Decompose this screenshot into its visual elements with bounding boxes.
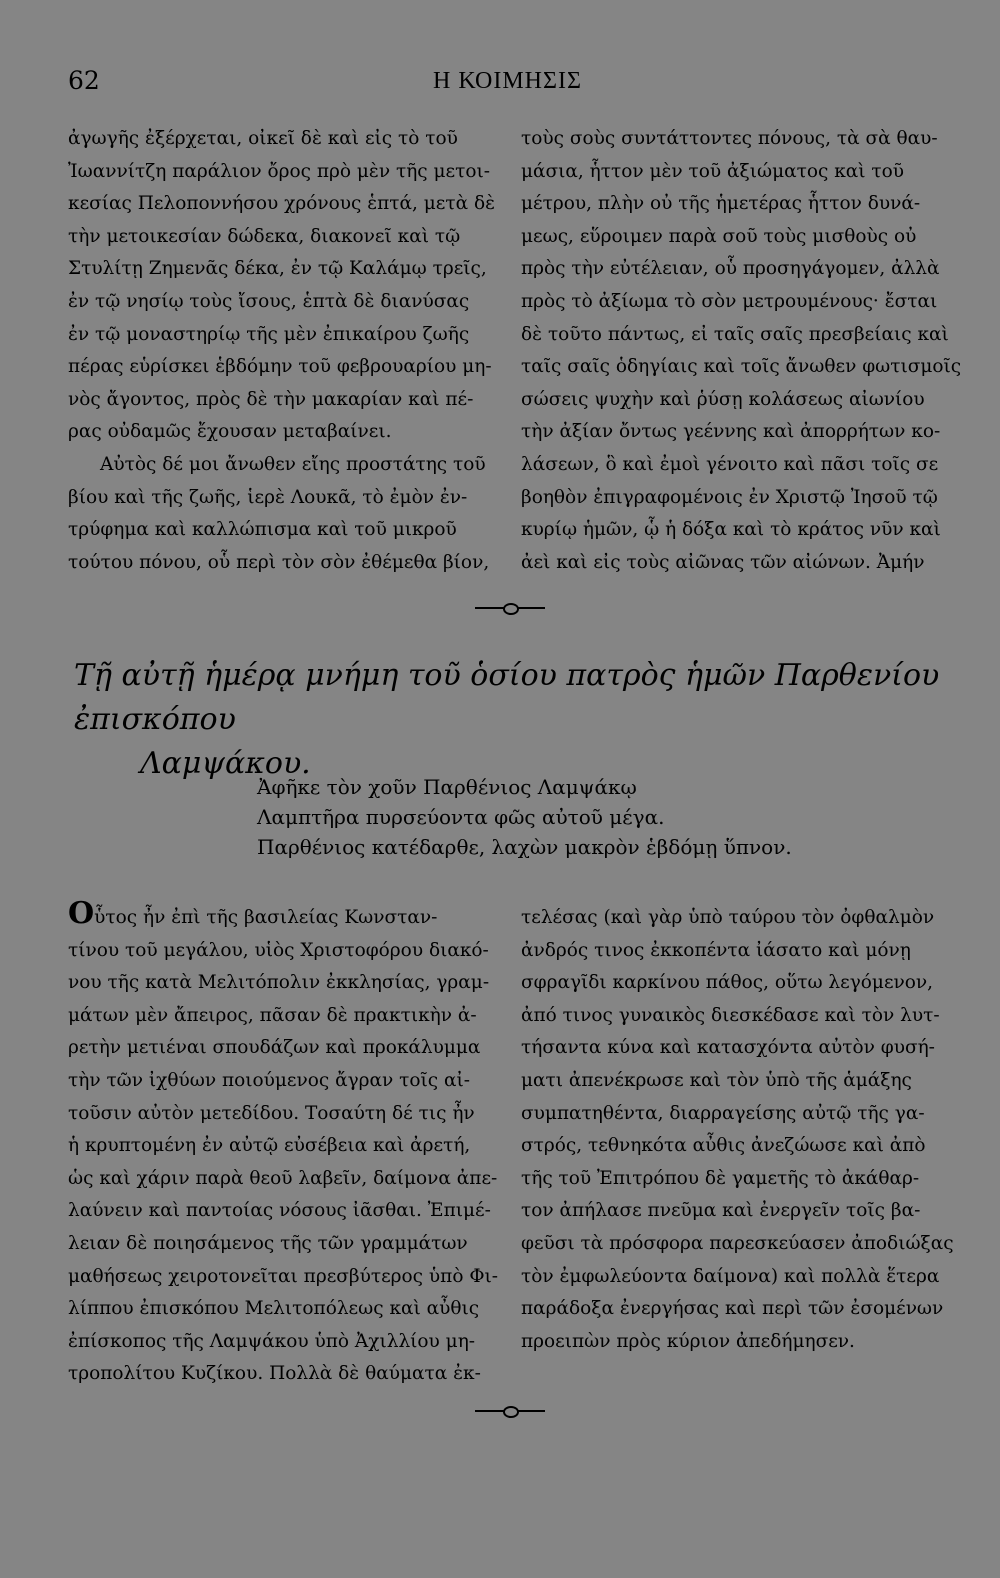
text-line: στρός, τεθνηκότα αὖθις ἀνεζώωσε καὶ ἀπὸ	[521, 1135, 926, 1157]
verse-line: Ἀφῆκε τὸν χοῦν Παρθένιος Λαμψάκῳ	[257, 775, 637, 799]
page-number: 62	[68, 66, 100, 95]
text-line: φεῦσι τὰ πρόσφορα παρεσκεύασεν ἀποδιώξας	[521, 1232, 954, 1254]
text-line: λαύνειν καὶ παντοίας νόσους ἰᾶσθαι. Ἐπιμέ-	[68, 1200, 491, 1222]
text-line: τὴν τῶν ἰχθύων ποιούμενος ἄγραν τοῖς αἰ-	[68, 1069, 471, 1091]
text-line: ἐν τῷ μοναστηρίῳ τῆς μὲν ἐπικαίρου ζωῆς	[68, 323, 470, 345]
text-line: τὴν ἀξίαν ὄντως γεέννης καὶ ἀπορρήτων κο-	[521, 421, 941, 443]
text-line: τοῦσιν αὐτὸν μετεδίδου. Τοσαύτη δέ τις ἦν	[68, 1102, 475, 1124]
text-line: τροπολίτου Κυζίκου. Πολλὰ δὲ θαύματα ἐκ-	[68, 1363, 481, 1385]
text-line: ἀπό τινος γυναικὸς διεσκέδασε καὶ τὸν λυτ-	[521, 1004, 940, 1026]
text-line: ἡ κρυπτομένη ἐν αὐτῷ εὐσέβεια καὶ ἀρετή,	[68, 1135, 471, 1157]
text-line: πρὸς τὴν εὐτέλειαν, οὗ προσηγάγομεν, ἀλλὰ	[521, 258, 940, 280]
text-line-first	[68, 896, 508, 935]
text-line: δὲ τοῦτο πάντως, εἰ ταῖς σαῖς πρεσβείαις καὶ	[521, 323, 949, 345]
verse-line: Παρθένιος κατέδαρθε, λαχὼν μακρὸν ἑβδόμῃ ὕπνον.	[257, 835, 792, 859]
text-line: ἀεὶ καὶ εἰς τοὺς αἰῶνας τῶν αἰώνων. Ἀμήν	[521, 551, 925, 573]
first-line-text: ὗτος ἦν ἐπὶ τῆς βασιλείας Κωνσταν-	[94, 907, 438, 928]
text-line: τρύφημα καὶ καλλώπισμα καὶ τοῦ μικροῦ	[68, 519, 457, 541]
verse-line: Λαμπτῆρα πυρσεύοντα φῶς αὐτοῦ μέγα.	[257, 805, 665, 829]
text-line: τίνου τοῦ μεγάλου, υἱὸς Χριστοφόρου διακό-	[68, 939, 489, 961]
verse-block	[257, 772, 792, 862]
text-line: λάσεων, ὃ καὶ ἐμοὶ γένοιτο καὶ πᾶσι τοῖς σε	[521, 453, 939, 475]
text-line: βίου καὶ τῆς ζωῆς, ἱερὲ Λουκᾶ, τὸ ἐμὸν ἐν-	[68, 486, 468, 508]
text-line: τὸν ἐμφωλεύοντα δαίμονα) καὶ πολλὰ ἕτερα	[521, 1265, 940, 1287]
text-line: ἐν τῷ νησίῳ τοὺς ἴσους, ἑπτὰ δὲ διανύσας	[68, 290, 470, 312]
section-divider-ornament	[475, 1410, 545, 1412]
text-line: μάσια, ἧττον μὲν τοῦ ἀξιώματος καὶ τοῦ	[521, 160, 905, 182]
text-line: λειαν δὲ ποιησάμενος τῆς τῶν γραμμάτων	[68, 1232, 468, 1254]
text-line: ἀνδρός τινος ἐκκοπέντα ἰάσατο καὶ μόνῃ	[521, 939, 911, 961]
column-right-upper	[521, 123, 962, 579]
drop-cap: Ο	[68, 896, 95, 931]
text-line: μάτων μὲν ἄπειρος, πᾶσαν δὲ πρακτικὴν ἀ-	[68, 1004, 477, 1026]
text-line: προειπὼν πρὸς κύριον ἀπεδήμησεν.	[521, 1330, 855, 1352]
text-line: Αὐτὸς δέ μοι ἄνωθεν εἴης προστάτης τοῦ	[100, 453, 486, 475]
column-left-upper	[68, 123, 508, 579]
text-line: τούτου πόνου, οὗ περὶ τὸν σὸν ἐθέμεθα βίον,	[68, 551, 490, 573]
text-line: Ἰωαννίτζη παράλιον ὄρος πρὸ μὲν τῆς μετοι-	[68, 160, 491, 182]
text-line: τον ἀπήλασε πνεῦμα καὶ ἐνεργεῖν τοῖς βα-	[521, 1200, 921, 1222]
commemoration-heading	[74, 654, 974, 786]
text-line: παράδοξα ἐνεργήσας καὶ περὶ τῶν ἐσομένων	[521, 1298, 944, 1320]
text-line: τοὺς σοὺς συντάττοντες πόνους, τὰ σὰ θαυ-	[521, 128, 938, 149]
text-line: ἐπίσκοπος τῆς Λαμψάκου ὑπὸ Ἀχιλλίου μη-	[68, 1330, 476, 1352]
text-line: νου τῆς κατὰ Μελιτόπολιν ἐκκλησίας, γραμ-	[68, 972, 490, 994]
column-left-lower	[68, 896, 508, 1391]
text-line: Στυλίτῃ Ζημενᾶς δέκα, ἐν τῷ Καλάμῳ τρεῖς,	[68, 258, 487, 280]
commemoration-line: Τῇ αὐτῇ ἡμέρᾳ μνήμη τοῦ ὁσίου πατρὸς ἡμῶν Παρθενίου ἐπισκόπου	[74, 658, 940, 737]
text-line: μέτρου, πλὴν οὐ τῆς ἡμετέρας ἧττον δυνά-	[521, 193, 921, 215]
text-line: σφραγῖδι καρκίνου πάθος, οὕτω λεγόμενον,	[521, 972, 934, 994]
text-line: λίππου ἐπισκόπου Μελιτοπόλεως καὶ αὖθις	[68, 1298, 480, 1320]
text-line: σώσεις ψυχὴν καὶ ῥύσῃ κολάσεως αἰωνίου	[521, 388, 925, 410]
text-line: ὡς καὶ χάριν παρὰ θεοῦ λαβεῖν, δαίμονα ἀπε-	[68, 1167, 498, 1189]
text-line: ρετὴν μετιέναι σπουδάζων καὶ προκάλυμμα	[68, 1037, 481, 1059]
page-header	[68, 66, 956, 102]
text-line: κυρίῳ ἡμῶν, ᾧ ἡ δόξα καὶ τὸ κράτος νῦν καὶ	[521, 519, 941, 541]
text-line: τῆς τοῦ Ἐπιτρόπου δὲ γαμετῆς τὸ ἀκάθαρ-	[521, 1167, 920, 1189]
column-right-lower	[521, 902, 957, 1358]
text-line: ρας οὐδαμῶς ἔχουσαν μεταβαίνει.	[68, 421, 392, 443]
text-line: πρὸς τὸ ἀξίωμα τὸ σὸν μετρουμένους· ἔσται	[521, 290, 938, 312]
text-line: τελέσας (καὶ γὰρ ὑπὸ ταύρου τὸν ὀφθαλμὸν	[521, 907, 935, 928]
running-title: Η ΚΟΙΜΗΣΙΣ	[433, 68, 582, 94]
text-line: τήσαντα κύνα καὶ κατασχόντα αὐτὸν φυσή-	[521, 1037, 935, 1059]
text-line: νὸς ἄγοντος, πρὸς δὲ τὴν μακαρίαν καὶ πέ-	[68, 388, 474, 410]
text-line: ματι ἀπενέκρωσε καὶ τὸν ὑπὸ τῆς ἁμάξης	[521, 1069, 912, 1091]
text-line: βοηθὸν ἐπιγραφομένοις ἐν Χριστῷ Ἰησοῦ τῷ	[521, 486, 938, 508]
text-line: μεως, εὕροιμεν παρὰ σοῦ τοὺς μισθοὺς οὐ	[521, 225, 917, 247]
text-line: ταῖς σαῖς ὁδηγίαις καὶ τοῖς ἄνωθεν φωτισμοῖς	[521, 356, 962, 378]
text-line: ἀγωγῆς ἐξέρχεται, οἰκεῖ δὲ καὶ εἰς τὸ τοῦ	[68, 128, 458, 149]
text-line: κεσίας Πελοποννήσου χρόνους ἑπτά, μετὰ δὲ	[68, 193, 496, 215]
text-line: μαθήσεως χειροτονεῖται πρεσβύτερος ὑπὸ Φι-	[68, 1265, 499, 1287]
text-line: τὴν μετοικεσίαν δώδεκα, διακονεῖ καὶ τῷ	[68, 225, 461, 247]
commemoration-line: Λαμψάκου.	[140, 746, 311, 781]
text-line: συμπατηθέντα, διαρραγείσης αὐτῷ τῆς γα-	[521, 1102, 925, 1124]
section-divider-ornament	[475, 607, 545, 609]
text-line: πέρας εὑρίσκει ἑβδόμην τοῦ φεβρουαρίου μη-	[68, 356, 492, 378]
